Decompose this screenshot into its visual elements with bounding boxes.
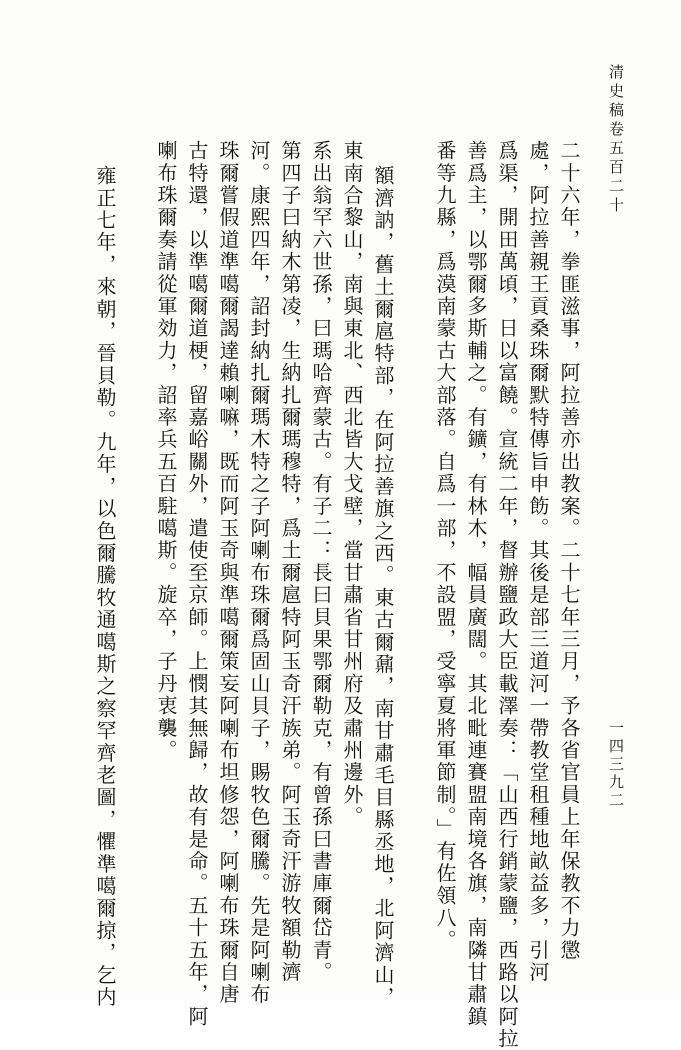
text-column: 珠爾嘗假道準噶爾謁達賴喇嘛，既而阿玉奇與準噶爾策妄阿喇布坦修怨，阿喇布珠爾自唐 — [216, 140, 240, 1006]
text-column: 二十六年，拳匪滋事，阿拉善亦出教案。二十七年三月，予各省官員上年保教不力懲 — [557, 140, 581, 962]
text-column: 雍正七年，來朝，晉貝勒。九年，以色爾騰牧通噶斯之察罕齊老圖，懼準噶爾掠，乞内 — [93, 165, 117, 1009]
text-column: 爲渠，開田萬頃，日以富饒。宣統二年，督辦鹽政大臣載澤奏：「山西行銷蒙鹽，西路以阿拉 — [495, 140, 519, 1050]
text-column: 東南合黎山，南與東北、西北皆大戈壁，當甘肅省甘州府及肅州邊外。 — [340, 140, 364, 829]
text-column: 番等九縣，爲漠南蒙古大部落。自爲一部，不設盟，受寧夏將軍節制。」有佐領八。 — [433, 140, 457, 952]
text-column: 處，阿拉善親王貢桑珠爾默特傳旨申飭。其後是部三道河一帶教堂租種地畝益多，引河 — [526, 140, 550, 984]
text-column: 額濟訥，舊土爾扈特部，在阿拉善旗之西。東古爾鼐，南甘肅毛目縣丞地，北阿濟山， — [371, 165, 395, 1009]
text-column: 河。康熙四年，詔封納扎爾瑪木特之子阿喇布珠爾爲固山貝子，賜牧色爾騰。先是阿喇布 — [247, 140, 271, 1006]
text-column: 喇布珠爾奏請從軍効力，詔率兵五百駐噶斯。旋卒，子丹衷襲。 — [154, 140, 178, 762]
text-column: 第四子曰納木第凌，生納扎爾瑪穆特，爲土爾扈特阿玉奇汗族弟。阿玉奇汗游牧額勒濟 — [278, 140, 302, 984]
running-title: 清史稿卷五百二十 — [607, 64, 625, 216]
text-column: 系出翁罕六世孫，曰瑪哈齊蒙古。有子二：長曰貝果鄂爾勒克，有曾孫曰書庫爾岱青。 — [309, 140, 333, 984]
page-number: 一四三九二 — [607, 720, 625, 810]
text-column: 古特還，以準噶爾道梗，留嘉峪關外，遣使至京師。上憫其無歸，故有是命。五十五年，阿 — [185, 140, 209, 1028]
text-column: 善爲主，以鄂爾多斯輔之。有鑛，有林木，幅員廣闊。其北毗連賽盟南境各旗，南隣甘肅鎮 — [464, 140, 488, 1028]
